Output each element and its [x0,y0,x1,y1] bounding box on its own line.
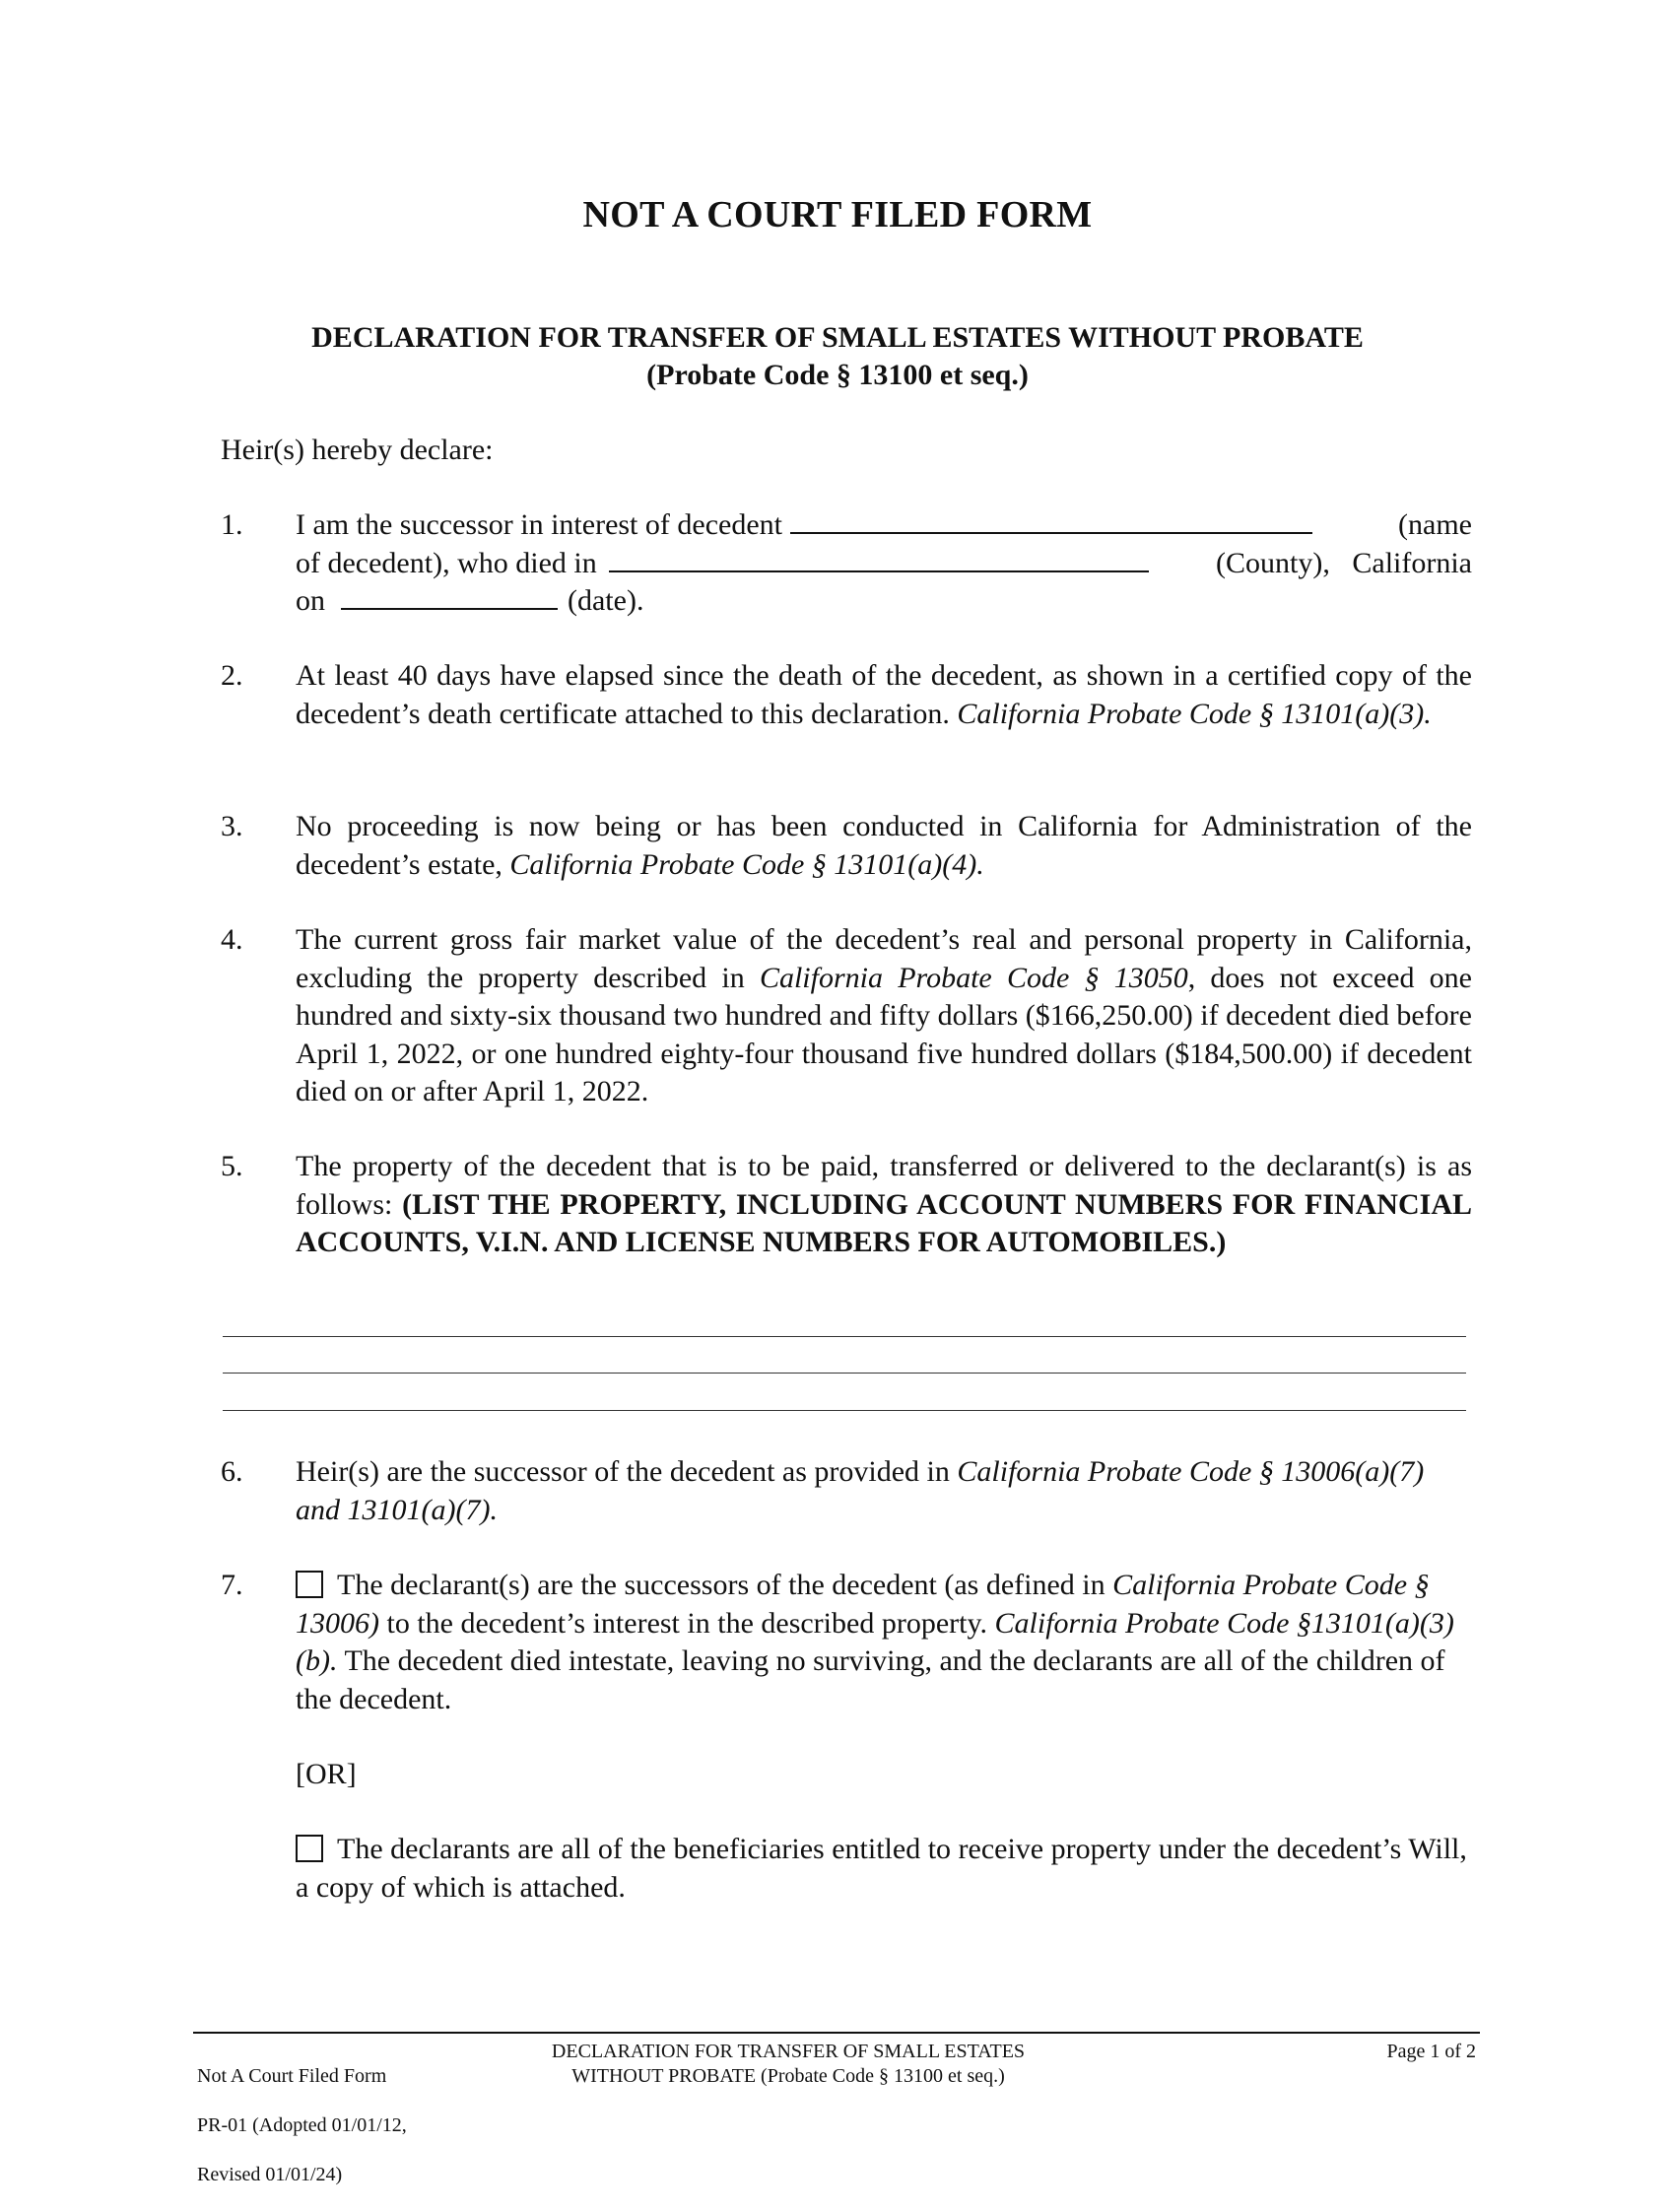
item-3 [221,808,1472,884]
item-7-option-2-text: The declarants are all of the beneficiaries entitled to receive property under the decedent’s Will, a copy of which is attached. [296,1833,1467,1904]
item-number: 7. [221,1569,243,1601]
item-1-text-c: of decedent), who died in [296,546,597,579]
property-list-line-2[interactable] [223,1373,1466,1374]
item-6-citation: California Probate Code § 13006(a)(7) and 13101(a)(7). [296,1455,1425,1526]
item-7-option-2 [221,1831,1472,1907]
item-5-instruction: (LIST THE PROPERTY, INCLUDING ACCOUNT NUMBERS FOR FINANCIAL ACCOUNTS, V.I.N. AND LICENSE NUMBERS FOR AUTOMOBILES.) [296,1187,1472,1258]
item-7-or [221,1756,1472,1794]
item-1-text-e: on [296,584,325,617]
item-7-option-1-text-1: The declarant(s) are the successors of the decedent (as defined in [337,1569,1106,1601]
item-number: 1. [221,508,243,541]
intestate-successors-checkbox[interactable] [296,1571,323,1598]
footer-center-line1: DECLARATION FOR TRANSFER OF SMALL ESTATES [551,2041,1026,2062]
item-3-citation: California Probate Code § 13101(a)(4). [509,847,984,881]
item-number: 4. [221,923,243,956]
page-title: NOT A COURT FILED FORM [582,194,1093,235]
item-7 [221,1567,1472,1718]
footer-document-title [493,2040,1084,2089]
item-number: 2. [221,659,243,692]
or-label: [OR] [296,1758,357,1790]
item-2-citation: California Probate Code § 13101(a)(3). [957,697,1432,730]
item-1 [221,506,1472,621]
item-7-option-1-text-3: The decedent died intestate, leaving no surviving, and the declarants are all of the children of the decedent. [296,1644,1445,1715]
item-1-text-d: (County), California [1216,546,1472,579]
item-3-text: No proceeding is now being or has been conducted in California for Administration of the decedent’s estate, [296,810,1472,881]
item-number: 5. [221,1150,243,1182]
footer-divider [193,2032,1480,2034]
item-4-citation: California Probate Code § 13050 [759,961,1188,994]
item-7-option-1-citation-2: California Probate Code §13101(a)(3)(b). [296,1606,1454,1677]
footer-center-line2: WITHOUT PROBATE (Probate Code § 13100 et seq.) [571,2065,1005,2087]
item-7-option-1-citation-1: California Probate Code § 13006) [296,1569,1430,1640]
footer-form-info [197,2040,407,2212]
item-4-text-1: The current gross fair market value of the decedent’s real and personal property in California, excluding the property described in [296,923,1472,994]
item-2-text: At least 40 days have elapsed since the death of the decedent, as shown in a certified copy of the decedent’s death certificate attached to this declaration. [296,659,1472,730]
item-7-option-1-text-2: to the decedent’s interest in the described property. [386,1606,988,1640]
property-list-line-3[interactable] [223,1410,1466,1411]
item-5-text: The property of the decedent that is to be paid, transferred or delivered to the declarant(s) is as follows: [296,1150,1472,1221]
footer-left-line1: Not A Court Filed Form [197,2065,387,2087]
footer-left-line3: Revised 01/01/24) [197,2164,343,2185]
will-beneficiaries-checkbox[interactable] [296,1835,323,1862]
footer-left-line2: PR-01 (Adopted 01/01/12, [197,2114,407,2136]
item-6 [221,1453,1472,1529]
county-field[interactable] [609,545,1149,572]
document-title [0,319,1675,394]
item-1-text-b: (name [1398,508,1472,541]
item-1-text-a: I am the successor in interest of decedent [296,508,782,541]
date-of-death-field[interactable] [341,582,558,610]
item-5 [221,1148,1472,1262]
item-1-text-f: (date). [568,584,644,617]
document-title-line2: (Probate Code § 13100 et seq.) [646,359,1029,391]
item-number: 3. [221,810,243,842]
property-list-line-1[interactable] [223,1336,1466,1337]
intro-text: Heir(s) hereby declare: [221,434,494,466]
item-4-text-2: , does not exceed one hundred and sixty-six thousand two hundred and fifty dollars ($166,250.00) if decedent died before April 1, 2022, or one hundred eighty-four thousand five hundred dollars ($184,500.00) if decedent died on or after April 1, 2022. [296,961,1472,1107]
item-4 [221,921,1472,1111]
item-2 [221,657,1472,733]
document-title-line1: DECLARATION FOR TRANSFER OF SMALL ESTATES WITHOUT PROBATE [311,321,1364,354]
item-number: 6. [221,1455,243,1488]
page-number: Page 1 of 2 [1386,2041,1476,2062]
decedent-name-field[interactable] [790,506,1312,534]
item-6-text: Heir(s) are the successor of the decedent as provided in [296,1455,950,1488]
